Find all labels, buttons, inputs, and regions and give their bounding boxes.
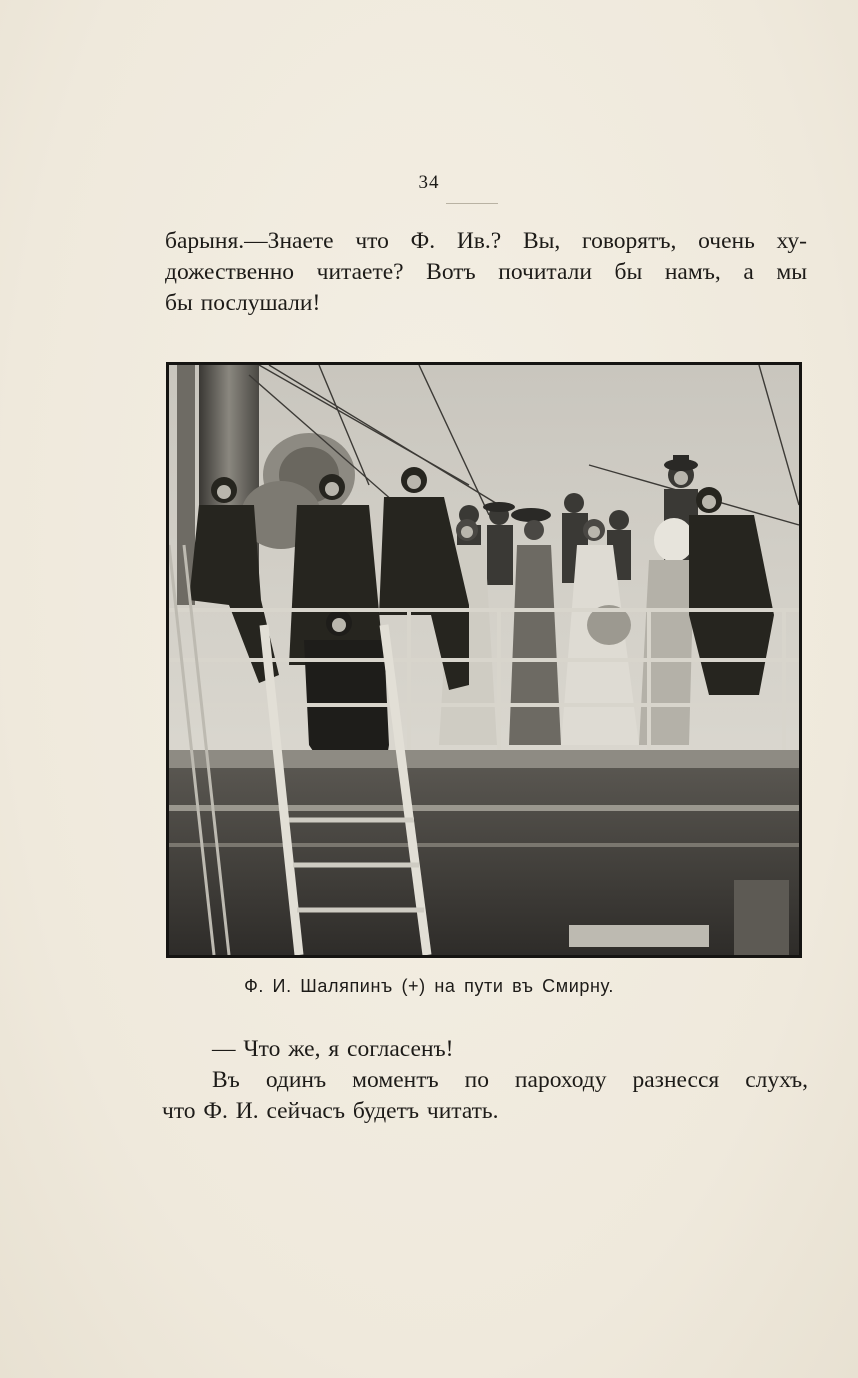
text-line: — Что же, я согласенъ! <box>212 1036 454 1062</box>
text-line: что Ф. И. сейчасъ будетъ читать. <box>162 1098 499 1124</box>
text-line: Въ одинъ моментъ по пароходу разнесся слухъ, <box>212 1067 808 1093</box>
photo-illustration <box>169 365 799 955</box>
ship-deck-photograph <box>166 362 802 958</box>
page-number-rule <box>446 203 498 204</box>
top-paragraph <box>165 226 807 319</box>
photo-caption: Ф. И. Шаляпинъ (+) на пути въ Смирну. <box>244 976 614 996</box>
text-line: бы послушали! <box>165 290 321 316</box>
bottom-paragraph <box>162 1034 808 1127</box>
page-number: 34 <box>418 172 440 193</box>
text-line: барыня.—Знаете что Ф. Ив.? Вы, говорятъ, очень ху- <box>165 228 807 254</box>
text-line: дожественно читаете? Вотъ почитали бы намъ, а мы <box>165 259 807 285</box>
